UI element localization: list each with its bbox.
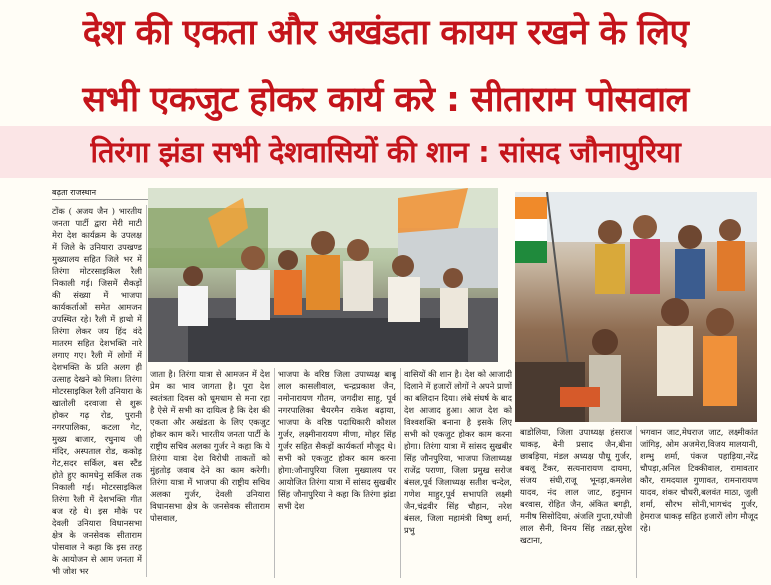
column-6-text: भगवान जाट,मेघराज जाट, लक्ष्मीकांत जांगिड़, ओम अजमेरा,विजय मालयानी, शम्भु शर्मा, पंकज पहाड़िया,नरेंद्र चौपड़ा,अनिल टिक्कीवाल, रामावतार कौर, रामदयाल गुणावत, रामनारायण यादव, शंकर चौधरी,बलवंत माठा, जुली शर्मा, सौरभ सोनी,भागचंद गुर्जर, हेमराज धाकड़ सहित हजारों लोग मौजूद रहे। bbox=[640, 427, 758, 533]
column-3-text: भाजपा के वरिष्ठ जिला उपाध्यक्ष बाबू लाल कासलीवाल, चन्द्रप्रकाश जैन, नमोनारायण गौतम, जगदीश साहू, पूर्व नगरपालिका चैयरमैन राकेश बढ़ाया, भाजपा के वरिष्ठ पदाधिकारी कौशल गुर्जर, लक्ष्मीनारायण मीणा, मोहर सिंह गुर्जर सहित सैकड़ों कार्यकर्ता मौजूद थे। सभी को एकजुट होकर काम करना होगा:जौनापुरिया जिला मुख्यालय पर आयोजित तिरंगा यात्रा में सांसद सुखबीर सिंह जौनापुरिया ने कहा कि तिरंगा झंडा सभी देश bbox=[278, 369, 396, 511]
article-column-1 bbox=[52, 205, 142, 577]
article-column-5 bbox=[520, 426, 632, 578]
crowd-flags-illustration bbox=[515, 192, 757, 422]
subheadline: तिरंगा झंडा सभी देशवासियों की शान : सांसद जौनापुरिया bbox=[0, 126, 771, 178]
crowd-flags-photo bbox=[515, 192, 757, 422]
byline: बढ़ता राजस्थान bbox=[52, 188, 97, 197]
headline-line-1: देश की एकता और अखंडता कायम रखने के लिए bbox=[82, 13, 689, 53]
column-1-text: टोंक ( अजय जैन ) भारतीय जनता पार्टी द्वारा मेरी माटी मेरा देश कार्यक्रम के उपलक्ष में जिले के उनियारा उपखण्ड मुख्यालय सहित जिले भर में तिरंगा मोटरसाइकिल रैली निकाली गई। जिसमें सैकड़ों की संख्या में भाजपा कार्यकर्ताओं समेत आमजन उपस्थित रहे। रैली में हाथो में तिरंगा लेकर जय हिंद वंदे मातरम सहित देशभक्ति नारे लगाए गए। रैली में लोगों में देशभक्ति के प्रति अलग ही उत्साह देखने को मिला। तिरंगा मोटरसाइकिल रैली उनियारा के खातोली दरवाजा से शुरू होकर गढ़ रोड, पुरानी नगरपालिका, कटला गेट, मुख्य बाजार, रघुनाथ जी मंदिर, अस्पताल रोड, ककोड़ गेट,सदर सर्किल, बस स्टैंड होते हुए कामधेनु सर्किल तक निकाली गई। मोटरसाइकिल तिरंगा रैली में देशभक्ति गीत बज रहे थे। इस मौके पर देवली उनियारा विधानसभा क्षेत्र के जनसेवक सीताराम पोसवाल ने कहा कि इस तरह के आयोजन से आम जनता में भी जोश भर bbox=[52, 206, 142, 576]
column-divider bbox=[274, 368, 275, 578]
article-column-6 bbox=[640, 426, 758, 578]
article-column-4 bbox=[404, 368, 512, 578]
headline-line-2: सभी एकजुट होकर कार्य करे : सीताराम पोसवाल bbox=[82, 80, 689, 120]
column-4-text: वासियों की शान है। देश को आजादी दिलाने में हजारों लोगों ने अपने प्राणों का बलिदान दिया। लंबे संघर्ष के बाद देश आजाद हुआ। आज देश को विश्वशक्ति बनाना है इसके लिए सभी को एकजुट होकर काम करना होगा। तिरंगा यात्रा में सांसद सुखबीर सिंह जौनपुरिया, भाजपा जिलाध्यक्ष राजेंद्र पराणा, जिला प्रमुख सरोज बंसल,पूर्व जिलाध्यक्ष सतीश चन्देल, गणेश माहुर,पूर्व सभापति लक्ष्मी जैन,चंद्रवीर सिंह चौहान, नरेश बंसल, जिला महामंत्री विष्णु शर्मा, प्रभु bbox=[404, 369, 512, 535]
column-divider bbox=[400, 368, 401, 578]
rally-vehicle-illustration bbox=[148, 188, 498, 362]
column-5-text: बाडोलिया, जिला उपाध्यक्ष हंसराज धाकड़, बेनी प्रसाद जैन,बीना छाबड़िया, मंडल अध्यक्ष पौधू गुर्जर, बबलू टैंकर, सत्यनारायण दायमा, संजय संघी,राजू भूनड़ा,कमलेश यादव, नंद लाल जाट, हनुमान बरवास, रोहित जैन, अंकित बगड़ी, मनीष सिसोदिया, अंजलि गुप्ता,रघोजी लाल सैनी, विनय सिंह तख़्त,सुरेश खटाना, bbox=[520, 427, 632, 545]
article-column-3 bbox=[278, 368, 396, 578]
column-2-text: जाता है। तिरंगा यात्रा से आमजन में देश प्रेम का भाव जागता है। पूरा देश स्वतंत्रता दिवस को धूमधाम से मना रहा है ऐसे में सभी का दायित्व है कि देश की एकता और अखंडता के लिए एकजुट होकर काम करें। भारतीय जनता पार्टी के राष्ट्रीय सचिव अलका गुर्जर ने कहा कि ये तिरंगा यात्रा देश विरोधी ताकतों को मुंहतोड़ जवाब देने का काम करेगी। तिरंगा यात्रा में भाजपा की राष्ट्रीय सचिव अलका गुर्जर, देवली उनियारा विधानसभा क्षेत्र के जनसेवक सीताराम पोसवाल, bbox=[150, 369, 270, 523]
rally-vehicle-photo bbox=[148, 188, 498, 362]
article-column-2 bbox=[150, 368, 270, 578]
column-divider bbox=[146, 205, 147, 577]
column-divider bbox=[636, 426, 637, 578]
